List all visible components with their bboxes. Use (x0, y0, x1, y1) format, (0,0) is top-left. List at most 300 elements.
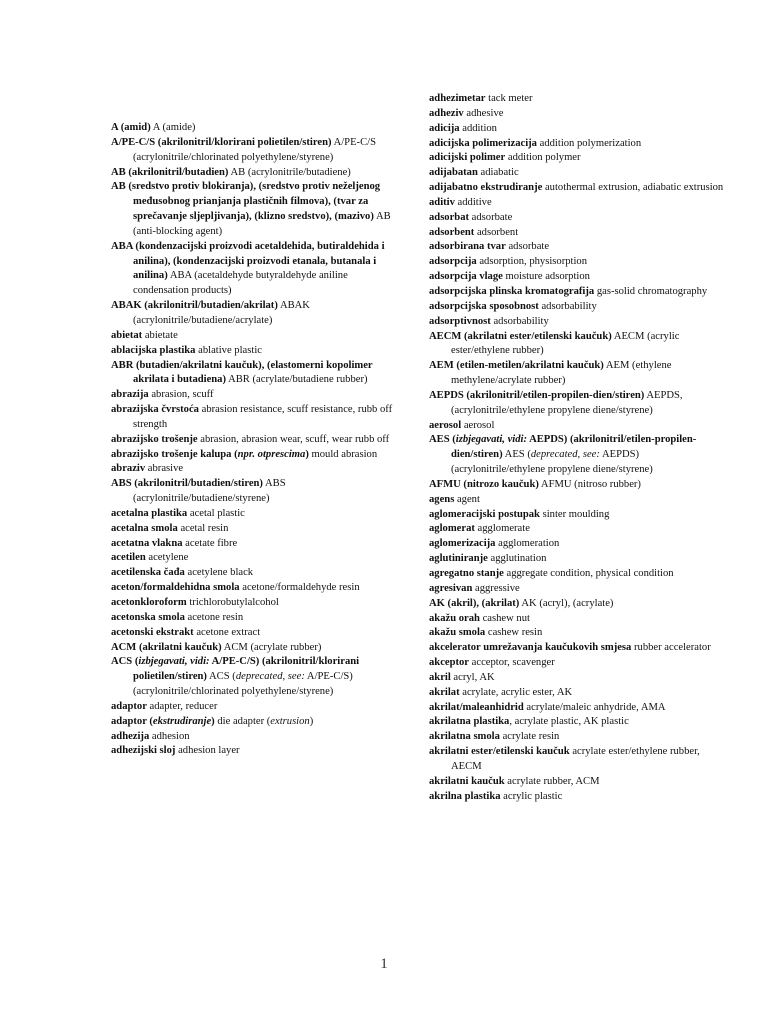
dictionary-entry (429, 389, 729, 419)
entry-definition: abrasion resistance, scuff resistance, rubb off strength (133, 404, 393, 430)
entry-definition: acetone extract (193, 626, 261, 638)
entry-definition: acetal resin (177, 522, 229, 534)
term-text: acetilenska čađa (111, 567, 185, 579)
entry-term (429, 316, 491, 327)
entry-definition: moisture adsorption (502, 271, 590, 283)
entry-definition: abrasion, scuff (148, 389, 214, 401)
term-text: abrazijska čvrstoća (111, 404, 199, 416)
dictionary-entry (111, 596, 401, 611)
definition-after: AEPDS) (acrylonitrile/ethylene propylene diene/styrene) (451, 449, 653, 476)
entry-definition: ablative plastic (195, 344, 262, 356)
entry-definition: AEPDS, (acrylonitrile/ethylene propylene diene/styrene) (451, 389, 683, 416)
entry-term (429, 716, 509, 727)
term-text: adsorpcija vlage (429, 271, 503, 283)
term-after: ) (211, 715, 215, 727)
entry-definition: adhesive (463, 107, 504, 119)
dictionary-entry (111, 299, 401, 329)
term-text: aglomerat (429, 523, 475, 535)
entry-term (429, 657, 469, 668)
entry-definition: adsorbability (538, 300, 597, 312)
dictionary-entry (429, 552, 729, 567)
term-text: adsorptivnost (429, 315, 491, 327)
dictionary-entry (429, 300, 729, 315)
term-text: akrilatni kaučuk (429, 775, 505, 787)
term-text: adaptor ( (111, 715, 153, 727)
entry-definition: additive (454, 196, 492, 208)
entry-term (429, 672, 451, 683)
entry-term (429, 642, 631, 653)
entry-definition: die adapter ( (214, 715, 271, 727)
term-text: AFMU (nitrozo kaučuk) (429, 478, 539, 490)
term-text: adsorpcijska sposobnost (429, 300, 539, 312)
entry-definition: , acrylate plastic, AK plastic (509, 716, 629, 728)
dictionary-entry (429, 537, 729, 552)
dictionary-entry (111, 403, 401, 433)
dictionary-entry (111, 611, 401, 626)
term-text: acetatna vlakna (111, 537, 183, 549)
definition-italic: extrusion (270, 715, 310, 727)
dictionary-entry (111, 433, 401, 448)
term-text: AES ( (429, 434, 456, 446)
dictionary-entry (429, 790, 729, 805)
dictionary-entry (429, 493, 729, 508)
term-text: adhezimetar (429, 93, 486, 104)
entry-definition: aggressive (472, 582, 520, 594)
entry-term (429, 613, 480, 624)
entry-term (111, 463, 145, 474)
entry-definition: tack meter (485, 93, 533, 104)
entry-term (429, 182, 542, 193)
dictionary-entry (429, 240, 729, 255)
entry-definition: adsorption, physisorption (476, 256, 588, 268)
entry-definition: adiabatic (477, 167, 519, 179)
entry-term (111, 478, 263, 489)
entry-definition: adapter, reducer (146, 700, 218, 712)
term-text: ABAK (akrilonitril/butadien/akrilat) (111, 300, 278, 312)
entry-term (429, 627, 485, 638)
entry-definition: abietate (142, 329, 178, 341)
term-text: aerosol (429, 419, 462, 431)
term-text: aglomeracijski postupak (429, 508, 540, 520)
entry-term (429, 420, 461, 431)
dictionary-entry (111, 448, 401, 463)
term-text: abietat (111, 329, 143, 341)
term-italic: npr. otprescima (237, 448, 306, 460)
entry-term (111, 330, 142, 341)
entry-term (429, 568, 504, 579)
entry-definition: adsorbent (474, 226, 519, 238)
entry-term (111, 552, 146, 563)
definition-italic: deprecated, see: (235, 671, 305, 683)
entry-definition: adhesion layer (175, 745, 240, 757)
entry-term (429, 791, 501, 802)
left-column (111, 121, 401, 759)
term-italic: izbjegavati, vidi: (138, 656, 210, 668)
dictionary-entry (111, 507, 401, 522)
entry-term (429, 93, 485, 104)
dictionary-entry (429, 330, 729, 360)
entry-definition: acetone resin (184, 611, 244, 623)
entry-term (111, 745, 175, 756)
entry-definition: agent (454, 493, 480, 505)
dictionary-entry (429, 211, 729, 226)
entry-term (111, 523, 178, 534)
term-text: adhezijski sloj (111, 745, 176, 757)
term-text: akrilatna smola (429, 731, 500, 743)
entry-term (429, 271, 503, 282)
entry-definition: mould abrasion (308, 448, 378, 460)
term-italic: izbjegavati, vidi: (455, 434, 527, 446)
entry-definition: acrylate, acrylic ester, AK (459, 686, 573, 698)
term-text: abraziv (111, 463, 146, 475)
term-text: abrazijsko trošenje (111, 433, 198, 445)
term-text: akrilat (429, 686, 460, 698)
entry-definition: AB (anti-blocking agent) (133, 211, 391, 237)
dictionary-entry (429, 315, 729, 330)
dictionary-entry (111, 581, 401, 596)
entry-definition: addition polymer (505, 152, 581, 164)
term-text: AECM (akrilatni ester/etilenski kaučuk) (429, 330, 612, 342)
dictionary-entry (429, 701, 729, 716)
entry-definition: ABA (acetaldehyde butyraldehyde aniline condensation products) (133, 270, 348, 297)
dictionary-entry (429, 255, 729, 270)
term-text: adsorbat (429, 211, 470, 223)
dictionary-entry (429, 181, 729, 196)
term-text: acetonska smola (111, 611, 185, 623)
dictionary-entry (111, 730, 401, 745)
entry-term (111, 642, 222, 653)
entry-definition: acryl, AK (450, 671, 495, 683)
dictionary-entry (429, 686, 729, 701)
dictionary-entry (429, 715, 729, 730)
term-text: aglomerizacija (429, 538, 496, 550)
dictionary-entry (429, 730, 729, 745)
dictionary-entry (111, 329, 401, 344)
entry-term (429, 687, 460, 698)
dictionary-entry (429, 270, 729, 285)
term-text: ACM (akrilatni kaučuk) (111, 641, 222, 653)
dictionary-entry (111, 700, 401, 715)
entry-definition: aggregate condition, physical condition (503, 568, 674, 579)
entry-term (429, 509, 540, 520)
term-text: akrilatna plastika (429, 716, 510, 728)
term-text: AB (akrilonitril/butadien) (111, 166, 229, 178)
term-text: adijabatno ekstrudiranje (429, 182, 543, 194)
term-text: adicijski polimer (429, 152, 506, 164)
term-text: ABR (butadien/akrilatni kaučuk), (elastomerni kopolimer akrilata i butadiena) (111, 359, 373, 386)
term-text: akrilatni ester/etilenski kaučuk (429, 746, 570, 758)
dictionary-entry (429, 196, 729, 211)
dictionary-entry (429, 656, 729, 671)
entry-definition: acrylate resin (499, 731, 560, 743)
entry-definition: acrylate ester/ethylene rubber, AECM (451, 746, 700, 772)
term-text: ablacijska plastika (111, 344, 196, 356)
entry-term (111, 627, 194, 638)
entry-term (111, 137, 332, 148)
entry-definition: agglutination (487, 553, 547, 565)
definition-italic: deprecated, see: (530, 449, 600, 461)
term-text: adicija (429, 122, 460, 134)
dictionary-entry (111, 462, 401, 477)
dictionary-entry (429, 582, 729, 597)
entry-term (111, 538, 183, 549)
term-text: akrilna plastika (429, 790, 501, 802)
entry-definition: acceptor, scavenger (469, 657, 555, 669)
page-number: 1 (380, 956, 388, 972)
entry-term (429, 731, 500, 742)
dictionary-entry (429, 626, 729, 641)
entry-definition: adsorbate (469, 211, 513, 223)
entry-term (429, 523, 475, 534)
term-text: acetilen (111, 552, 146, 564)
entry-definition: addition polymerization (536, 137, 642, 149)
term-text: AEPDS (akrilonitril/etilen-propilen-dien/stiren) (429, 389, 645, 401)
dictionary-entry (429, 612, 729, 627)
entry-term (111, 300, 278, 311)
entry-term (111, 345, 195, 356)
term-text: aglutiniranje (429, 553, 488, 565)
dictionary-entry (429, 478, 729, 493)
entry-term (429, 702, 524, 713)
entry-term (429, 212, 469, 223)
term-after: ) (305, 448, 309, 460)
entry-definition: adsorbability (490, 315, 549, 327)
entry-definition: acrylate/maleic anhydride, AMA (523, 701, 666, 713)
entry-term (111, 597, 187, 608)
entry-definition: aerosol (461, 419, 495, 431)
dictionary-entry (111, 537, 401, 552)
definition-after: A/PE-C/S) (acrylonitrile/chlorinated polyethylene/styrene) (133, 671, 353, 698)
entry-term (111, 701, 147, 712)
term-text: AB (sredstvo protiv blokiranja), (sredstvo protiv neželjenog međusobnog prianjanja plastičnih filmova), (tvar za sprečavanje sljepljivanja), (klizno sredstvo), (mazivo) (111, 181, 381, 223)
dictionary-entry (429, 641, 729, 656)
entry-term (429, 598, 519, 609)
entry-term (111, 434, 198, 445)
entry-term (429, 553, 488, 564)
entry-definition: addition (459, 122, 497, 134)
dictionary-entry (429, 671, 729, 686)
entry-term (429, 331, 612, 342)
term-text: aditiv (429, 196, 455, 208)
term-text: akcelerator umrežavanja kaučukovih smjesa (429, 642, 632, 654)
entry-term (111, 567, 185, 578)
term-text: adhezija (111, 730, 150, 742)
entry-definition: AES ( (502, 449, 531, 461)
dictionary-entry (429, 567, 729, 582)
term-text: A (amid) (111, 122, 151, 133)
entry-definition: acetate fibre (182, 537, 238, 549)
entry-term (429, 583, 472, 594)
entry-definition: AB (acrylonitrile/butadiene) (228, 166, 351, 178)
entry-term (429, 241, 506, 252)
dictionary-entry (429, 107, 729, 122)
entry-term (429, 494, 454, 505)
dictionary-entry (111, 240, 401, 299)
term-text: akažu smola (429, 627, 486, 639)
entry-term (429, 197, 455, 208)
entry-term (429, 152, 505, 163)
dictionary-entry (111, 655, 401, 700)
term-text: acetonkloroform (111, 597, 187, 608)
entry-definition: ABR (acrylate/butadiene rubber) (226, 374, 368, 386)
term-text: adaptor (111, 700, 147, 712)
right-column (429, 92, 729, 805)
entry-term (111, 612, 185, 623)
dictionary-entry (111, 180, 401, 239)
entry-term (111, 404, 199, 415)
term-text: agresivan (429, 582, 473, 594)
entry-term (429, 108, 464, 119)
entry-term (429, 360, 604, 371)
dictionary-entry (111, 477, 401, 507)
term-text: adicijska polimerizacija (429, 137, 537, 149)
term-text: AEM (etilen-metilen/akrilatni kaučuk) (429, 360, 604, 372)
term-italic: ekstrudiranje (152, 715, 212, 727)
entry-term (429, 123, 460, 134)
entry-definition: acetone/formaldehyde resin (239, 582, 360, 594)
entry-term (429, 138, 537, 149)
entry-definition: A/PE-C/S (acrylonitrile/chlorinated polyethylene/styrene) (133, 136, 376, 163)
term-text: akažu orah (429, 612, 480, 624)
dictionary-entry (429, 226, 729, 241)
entry-definition: AFMU (nitroso rubber) (538, 478, 641, 490)
dictionary-entry (429, 775, 729, 790)
dictionary-entry (111, 166, 401, 181)
dictionary-entry (111, 626, 401, 641)
entry-term (429, 538, 495, 549)
entry-definition: trichlorobutylalcohol (186, 597, 279, 608)
entry-term (111, 582, 240, 593)
dictionary-entry (429, 597, 729, 612)
term-text: acetalna plastika (111, 507, 188, 519)
entry-definition: adhesion (149, 730, 190, 742)
term-text: adsorpcija (429, 256, 477, 268)
entry-definition: cashew resin (485, 627, 543, 639)
entry-term (429, 776, 505, 787)
entry-term (111, 389, 149, 400)
entry-definition: adsorbate (505, 241, 550, 253)
entry-definition: ACS ( (206, 671, 236, 683)
entry-definition: agglomeration (495, 538, 560, 550)
entry-definition: rubber accelerator (631, 642, 711, 654)
entry-definition: acetal plastic (187, 507, 245, 519)
entry-definition: autothermal extrusion, adiabatic extrusion (542, 182, 724, 194)
entry-term (429, 301, 539, 312)
dictionary-entry (429, 92, 729, 107)
dictionary-entry (429, 122, 729, 137)
dictionary-entry (111, 641, 401, 656)
term-text: agregatno stanje (429, 568, 504, 579)
term-text: abrazijsko trošenje kalupa ( (111, 448, 238, 460)
entry-definition: acetylene (145, 552, 189, 564)
dictionary-entry (111, 344, 401, 359)
term-text: ABS (akrilonitril/butadien/stiren) (111, 478, 263, 490)
entry-term (429, 167, 478, 178)
entry-term (429, 479, 539, 490)
term-text: akril (429, 671, 451, 683)
entry-term (111, 731, 149, 742)
dictionary-entry (429, 359, 729, 389)
term-text: adsorbirana tvar (429, 241, 506, 253)
term-after: AEPDS) (akrilonitril/etilen-propilen-dien/stiren) (451, 434, 697, 461)
entry-term (429, 286, 594, 297)
definition-after: ) (309, 715, 314, 727)
term-text: adheziv (429, 107, 464, 119)
entry-definition: abrasion, abrasion wear, scuff, wear rubb off (197, 433, 390, 445)
term-text: abrazija (111, 389, 149, 401)
term-text: acetalna smola (111, 522, 178, 534)
entry-term (429, 256, 477, 267)
term-text: aceton/formaldehidna smola (111, 582, 240, 594)
entry-definition: acrylic plastic (500, 790, 563, 802)
term-text: akceptor (429, 657, 470, 669)
dictionary-entry (429, 419, 729, 434)
dictionary-entry (429, 285, 729, 300)
dictionary-entry (111, 522, 401, 537)
dictionary-entry (429, 137, 729, 152)
dictionary-entry (429, 745, 729, 775)
dictionary-entry (111, 136, 401, 166)
term-text: ABA (kondenzacijski proizvodi acetaldehida, butiraldehida i anilina), (kondenzacijski proizvodi etanala, butanala i anilina) (111, 240, 385, 282)
term-text: adsorbent (429, 226, 475, 238)
entry-term (111, 122, 151, 133)
entry-definition: ACM (acrylate rubber) (221, 641, 322, 653)
term-text: agens (429, 493, 455, 505)
entry-definition: sinter moulding (539, 508, 610, 520)
dictionary-entry (111, 566, 401, 581)
entry-definition: acrylate rubber, ACM (504, 775, 600, 787)
dictionary-entry (429, 522, 729, 537)
entry-definition: agglomerate (474, 523, 530, 535)
dictionary-entry (111, 744, 401, 759)
term-text: A/PE-C/S (akrilonitril/klorirani polietilen/stiren) (111, 136, 332, 148)
term-text: acetonski ekstrakt (111, 626, 194, 638)
entry-term (111, 716, 215, 727)
entry-term (111, 181, 380, 222)
term-text: ACS ( (111, 656, 139, 668)
entry-term (111, 167, 228, 178)
entry-definition: AK (acryl), (acrylate) (519, 597, 614, 609)
term-text: AK (akril), (akrilat) (429, 597, 520, 609)
dictionary-entry (429, 433, 729, 478)
term-after: A/PE-C/S) (akrilonitril/klorirani polietilen/stiren) (133, 656, 360, 683)
dictionary-entry (111, 388, 401, 403)
term-text: adsorpcijska plinska kromatografija (429, 285, 595, 297)
entry-definition: AECM (acrylic ester/ethylene rubber) (451, 330, 680, 357)
dictionary-entry (429, 508, 729, 523)
entry-definition: A (amide) (150, 122, 196, 133)
entry-definition: cashew nut (479, 612, 530, 624)
term-text: adijabatan (429, 167, 478, 179)
dictionary-entry (111, 551, 401, 566)
dictionary-entry (111, 121, 401, 136)
entry-term (429, 390, 644, 401)
entry-definition: ABAK (acrylonitrile/butadiene/acrylate) (133, 300, 310, 326)
dictionary-entry (111, 715, 401, 730)
entry-definition: AEM (ethylene methylene/acrylate rubber) (451, 360, 672, 387)
entry-definition: abrasive (145, 463, 184, 475)
dictionary-entry (111, 359, 401, 389)
entry-definition: gas-solid chromatography (594, 285, 708, 297)
entry-term (111, 449, 309, 460)
entry-term (429, 227, 474, 238)
dictionary-entry (429, 151, 729, 166)
entry-definition: ABS (acrylonitrile/butadiene/styrene) (133, 478, 286, 505)
dictionary-entry (429, 166, 729, 181)
entry-term (111, 508, 187, 519)
term-text: akrilat/maleanhidrid (429, 701, 524, 713)
entry-term (429, 746, 570, 757)
